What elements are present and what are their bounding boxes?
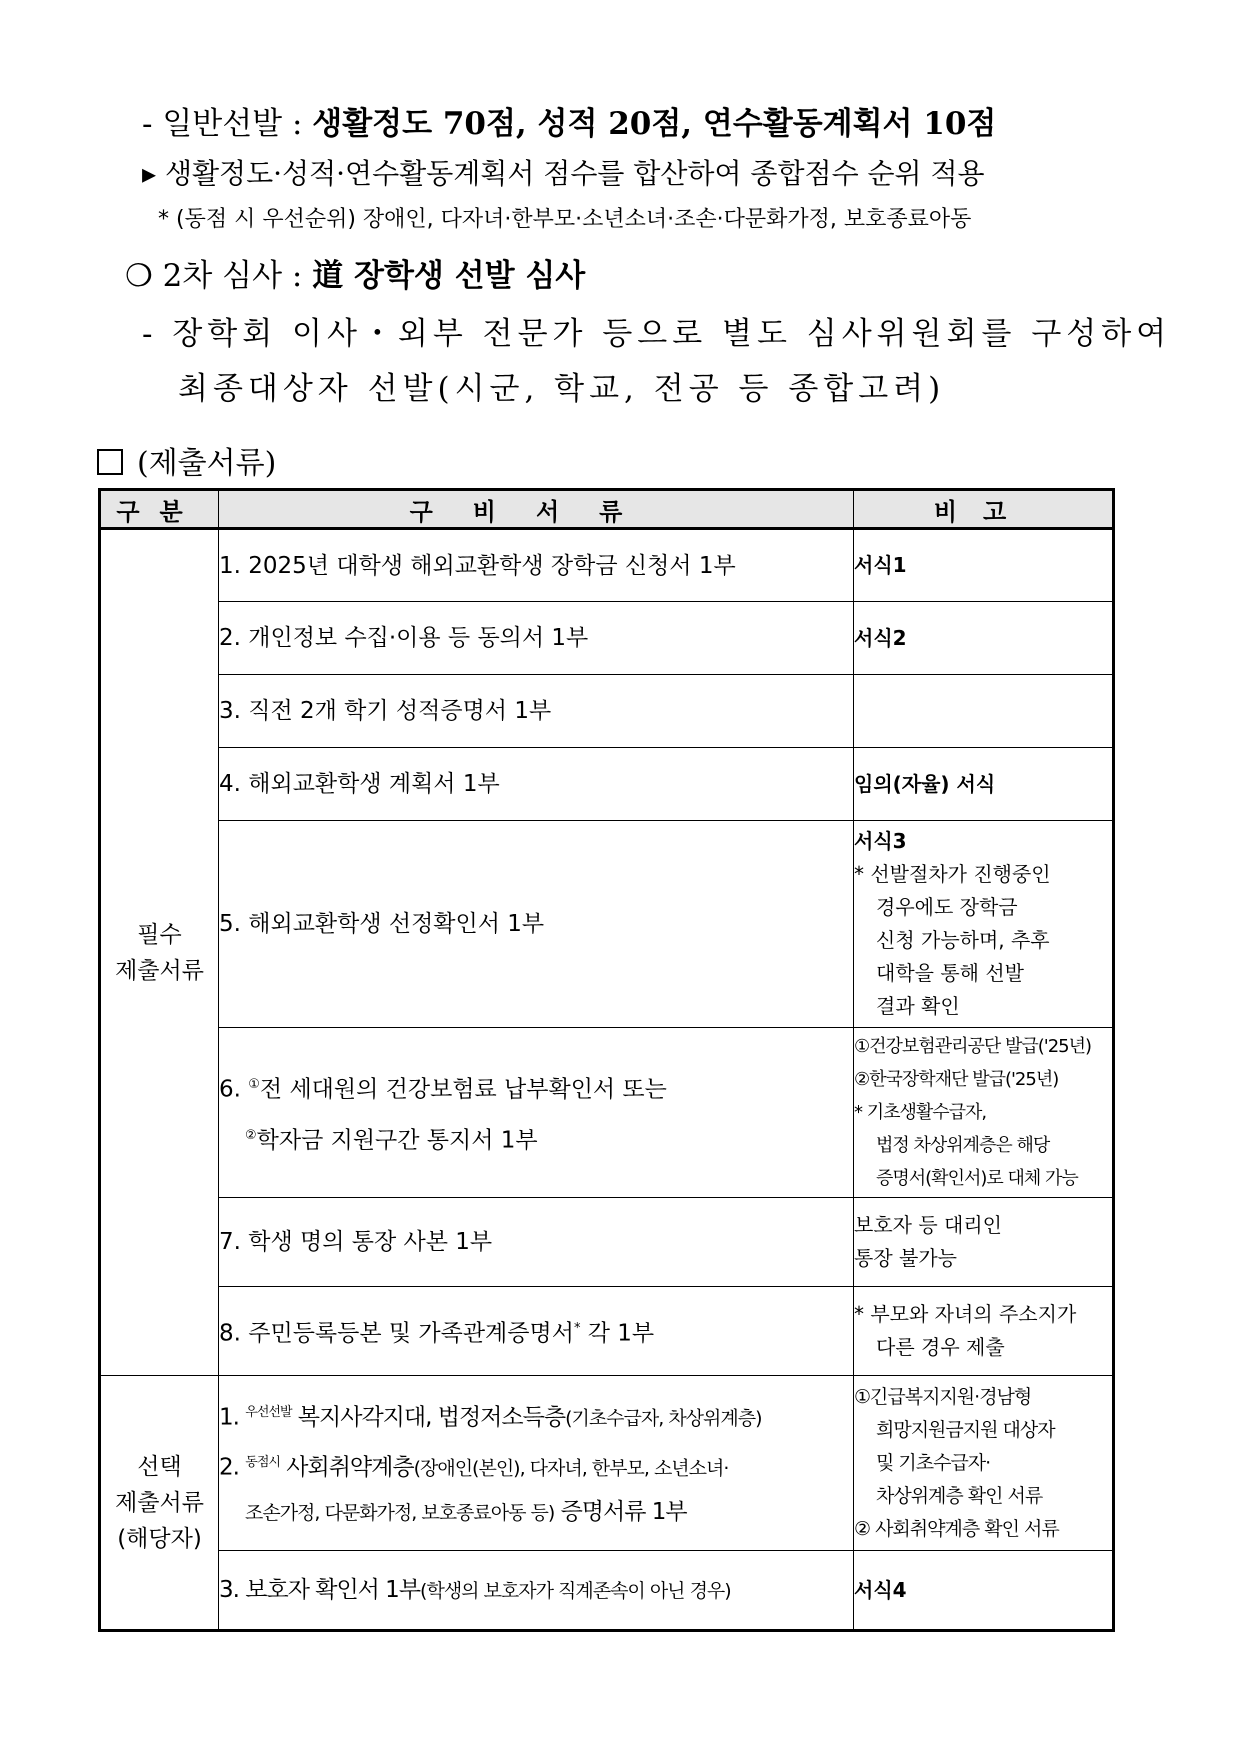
table-row <box>100 602 1114 675</box>
note-form4: 서식4 <box>854 1551 1114 1631</box>
table-row <box>100 1198 1114 1287</box>
second-review-line <box>125 250 585 295</box>
table-row <box>100 675 1114 748</box>
table-row <box>100 748 1114 821</box>
table-row <box>100 1028 1114 1198</box>
note-address: * 부모와 자녀의 주소지가 다른 경우 제출 <box>854 1287 1114 1376</box>
doc-exchange-plan: 4. 해외교환학생 계획서 1부 <box>219 748 854 821</box>
table-row <box>100 1376 1114 1551</box>
table-row <box>100 529 1114 602</box>
note-vulnerable-docs: ①긴급복지지원·경남형 희망지원금지원 대상자 및 기초수급자· 차상위계층 확인 서류 ② 사회취약계층 확인 서류 <box>854 1376 1114 1551</box>
doc-guardian-confirmation: 3. 보호자 확인서 1부(학생의 보호자가 직계존속이 아닌 경우) <box>219 1551 854 1631</box>
optional-category: 선택 제출서류 (해당자) <box>100 1376 219 1631</box>
second-review-desc-1: - 장학회 이사・외부 전문가 등으로 별도 심사위원회를 구성하여 <box>142 316 1172 352</box>
documents-table <box>98 488 1115 1632</box>
second-review-value: 道 장학생 선발 심사 <box>312 258 586 294</box>
note-empty <box>854 675 1114 748</box>
table-row <box>100 821 1114 1028</box>
doc-bank-account: 7. 학생 명의 통장 사본 1부 <box>219 1198 854 1287</box>
header-category: 구분 <box>100 490 219 529</box>
doc-insurance-or-loan: 6. ①전 세대원의 건강보험료 납부확인서 또는 ②학자금 지원구간 통지서 1부 <box>219 1028 854 1198</box>
general-selection-value: 생활정도 70점, 성적 20점, 연수활동계획서 10점 <box>312 106 997 142</box>
second-review-desc-2: 최종대상자 선발(시군, 학교, 전공 등 종합고려) <box>178 371 946 407</box>
doc-selection-confirmation: 5. 해외교환학생 선정확인서 1부 <box>219 821 854 1028</box>
note-free-form: 임의(자율) 서식 <box>854 748 1114 821</box>
doc-application-form: 1. 2025년 대학생 해외교환학생 장학금 신청서 1부 <box>219 529 854 602</box>
note-form2: 서식2 <box>854 602 1114 675</box>
score-sum-rule: ▸ 생활정도·성적·연수활동계획서 점수를 합산하여 종합점수 순위 적용 <box>142 157 985 190</box>
checkbox-square-icon <box>97 449 123 475</box>
table-row <box>100 1551 1114 1631</box>
general-selection-label: - 일반선발 : <box>142 106 313 142</box>
second-review-label: ❍ 2차 심사 : <box>125 258 313 294</box>
required-category: 필수 제출서류 <box>100 529 219 1376</box>
doc-privacy-consent: 2. 개인정보 수집·이용 등 동의서 1부 <box>219 602 854 675</box>
note-form3: 서식3 * 선발절차가 진행중인 경우에도 장학금 신청 가능하며, 추후 대학을 통해 선발 결과 확인 <box>854 821 1114 1028</box>
doc-resident-family-cert: 8. 주민등록등본 및 가족관계증명서* 각 1부 <box>219 1287 854 1376</box>
note-no-proxy: 보호자 등 대리인 통장 불가능 <box>854 1198 1114 1287</box>
table-row <box>100 1287 1114 1376</box>
doc-vulnerable-proof: 1. $^{우선선발}$ 복지사각지대, 법정저소득층(기초수급자, 차상위계층) 2. $^{동점시}$ 사회취약계층(장애인(본인), 다자녀, 한부모, 소년소녀· 조손가정, 다문화가정, 보호종료아동 등) 증명서류 1부 <box>219 1376 854 1551</box>
header-documents: 구비서류 <box>219 490 854 529</box>
tie-priority-rule: * (동점 시 우선순위) 장애인, 다자녀·한부모·소년소녀·조손·다문화가정, 보호종료아동 <box>158 207 972 232</box>
general-selection-line <box>142 98 996 143</box>
table-header-row <box>100 490 1114 529</box>
section-title: (제출서류) <box>137 446 277 481</box>
section-heading <box>97 438 276 482</box>
note-form1: 서식1 <box>854 529 1114 602</box>
note-issuers: ①건강보험관리공단 발급('25년) ②한국장학재단 발급('25년) * 기초생활수급자, 법정 차상위계층은 해당 증명서(확인서)로 대체 가능 <box>854 1028 1114 1198</box>
doc-transcript: 3. 직전 2개 학기 성적증명서 1부 <box>219 675 854 748</box>
header-note: 비고 <box>854 490 1114 529</box>
